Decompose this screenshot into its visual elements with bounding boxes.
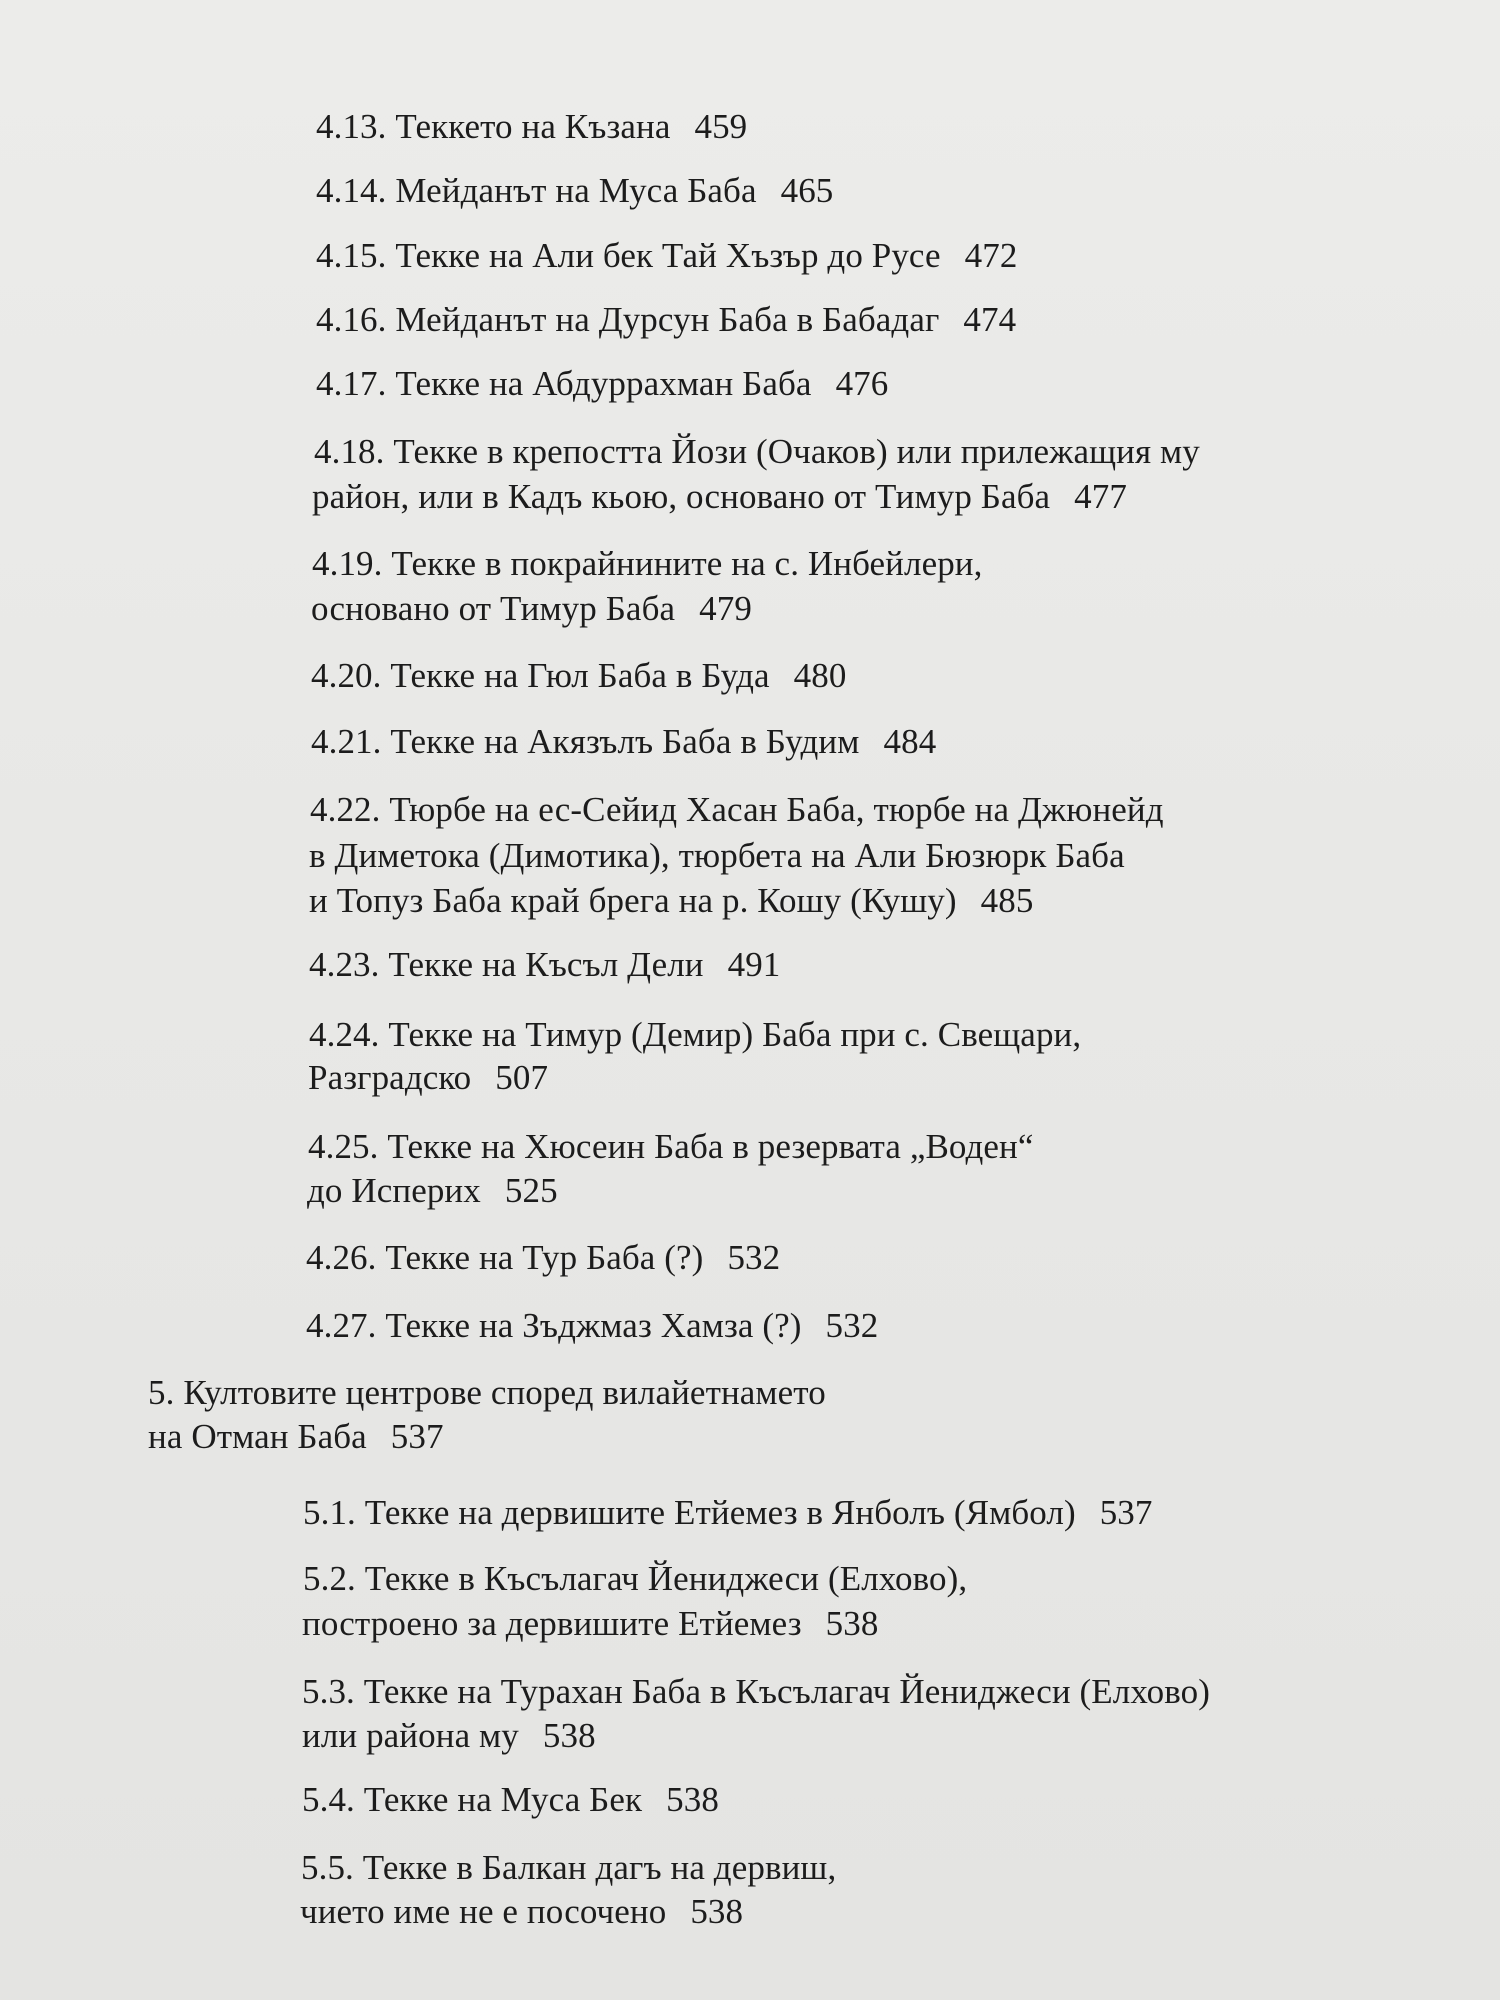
page-number: 532 [825, 1306, 879, 1345]
entry-title-continued: или района му [302, 1716, 519, 1755]
entry-number: 4.24. [309, 1015, 380, 1054]
entry-number: 4.23. [309, 945, 380, 984]
toc-line [303, 1490, 1153, 1535]
entry-title: Текке на Хюсеин Баба в резервата „Воден“ [387, 1127, 1034, 1166]
page-number: 537 [390, 1417, 444, 1456]
page-number: 485 [980, 881, 1034, 920]
toc-line [311, 653, 846, 698]
toc-line [316, 233, 1017, 278]
entry-title: Текке на Тимур (Демир) Баба при с. Свещари, [388, 1015, 1082, 1054]
entry-number: 4.13. [316, 107, 387, 146]
toc-line [314, 429, 1200, 474]
entry-title: Текке на Гюл Баба в Буда [390, 656, 770, 695]
page-number: 537 [1099, 1493, 1153, 1532]
toc-line [306, 1303, 878, 1348]
toc-line [301, 1845, 836, 1890]
entry-title: Текке в Балкан дагъ на дервиш, [362, 1848, 837, 1887]
toc-line [309, 1012, 1081, 1057]
page-number: 480 [793, 656, 847, 695]
entry-title-continued: в Диметока (Димотика), тюрбета на Али Бюзюрк Баба [309, 836, 1125, 875]
entry-title: Тюрбе на ес-Сейид Хасан Баба, тюрбе на Джюнейд [389, 790, 1164, 829]
entry-title-continued: до Исперих [307, 1171, 481, 1210]
toc-line [309, 942, 780, 987]
entry-title: Текке на Муса Бек [363, 1780, 643, 1819]
entry-title: Текке в покрайнините на с. Инбейлери, [391, 544, 983, 583]
entry-title-continued: район, или в Кадъ кьою, основано от Тимур Баба [312, 477, 1051, 516]
entry-title: Текке на Зъджмаз Хамза (?) [385, 1306, 802, 1345]
toc-line [316, 297, 1016, 342]
entry-number: 4.27. [306, 1306, 377, 1345]
toc-line [316, 104, 747, 149]
chapter-number: 5. [148, 1373, 175, 1412]
toc-line [302, 1777, 719, 1822]
toc-line [316, 168, 833, 213]
page-number: 525 [504, 1171, 558, 1210]
entry-number: 4.17. [316, 364, 387, 403]
entry-number: 4.26. [306, 1238, 377, 1277]
toc-line [312, 541, 983, 586]
toc-line [300, 1889, 743, 1934]
page-number: 477 [1074, 477, 1127, 516]
page-number: 476 [835, 364, 889, 403]
entry-title: Мейданът на Дурсун Баба в Бабадаг [395, 300, 940, 339]
entry-title: Текке на Късъл Дели [388, 945, 704, 984]
page-number: 532 [727, 1238, 781, 1277]
entry-number: 4.20. [311, 656, 382, 695]
toc-line [306, 1235, 780, 1280]
chapter-title-continued: на Отман Баба [148, 1417, 367, 1456]
entry-title: Текке на Турахан Баба в Късълагач Йениджеси (Елхово) [363, 1672, 1210, 1711]
toc-line [302, 1601, 878, 1646]
entry-number: 4.22. [310, 790, 381, 829]
toc-line [311, 586, 752, 631]
entry-number: 4.15. [316, 236, 387, 275]
page-number: 538 [825, 1604, 879, 1643]
entry-number: 4.18. [314, 432, 385, 471]
entry-title: Мейданът на Муса Баба [395, 171, 757, 210]
entry-title-continued: построено за дервишите Етйемез [302, 1604, 802, 1643]
entry-number: 5.1. [303, 1493, 356, 1532]
page-number: 491 [727, 945, 781, 984]
chapter-title: Култовите центрове според вилайетнамето [183, 1373, 826, 1412]
entry-number: 4.16. [316, 300, 387, 339]
entry-number: 5.4. [302, 1780, 355, 1819]
toc-line [302, 1669, 1210, 1714]
entry-title: Текке на Акязълъ Баба в Будим [390, 722, 860, 761]
entry-number: 4.25. [308, 1127, 379, 1166]
toc-line [308, 1124, 1034, 1169]
toc-line [302, 1713, 596, 1758]
page-number: 474 [963, 300, 1017, 339]
page-number: 538 [690, 1892, 744, 1931]
entry-title-continued: Разградско [308, 1058, 472, 1097]
entry-number: 4.21. [311, 722, 382, 761]
toc-line [309, 833, 1125, 878]
entry-number: 4.19. [312, 544, 383, 583]
page-number: 459 [694, 107, 748, 146]
page-number: 465 [780, 171, 834, 210]
toc-line [310, 787, 1164, 832]
toc-line [307, 1168, 558, 1213]
entry-number: 5.2. [303, 1559, 356, 1598]
page-number: 472 [964, 236, 1018, 275]
toc-line [148, 1370, 826, 1415]
entry-title-continued: и Топуз Баба край брега на р. Кошу (Кушу) [309, 881, 957, 920]
toc-line [311, 719, 936, 764]
entry-title: Текке на Абдуррахман Баба [395, 364, 812, 403]
page-number: 538 [666, 1780, 719, 1819]
toc-line [303, 1556, 967, 1601]
page-number: 538 [542, 1716, 596, 1755]
entry-title: Текке на дервишите Етйемез в Янболъ (Ямбол) [364, 1493, 1076, 1532]
toc-line [148, 1414, 444, 1459]
entry-number: 5.3. [302, 1672, 355, 1711]
toc-line [316, 361, 888, 406]
entry-title: Текке в Късълагач Йениджеси (Елхово), [364, 1559, 968, 1598]
entry-title-continued: основано от Тимур Баба [311, 589, 676, 628]
entry-title: Текке на Тур Баба (?) [385, 1238, 704, 1277]
page-number: 484 [883, 722, 937, 761]
page-number: 507 [495, 1058, 549, 1097]
toc-line [312, 474, 1127, 519]
entry-title-continued: чието име не е посочено [300, 1892, 667, 1931]
toc-line [308, 1055, 548, 1100]
entry-number: 4.14. [316, 171, 387, 210]
page-number: 479 [699, 589, 752, 628]
entry-title: Текке в крепостта Йози (Очаков) или прилежащия му [393, 432, 1200, 471]
toc-line [309, 878, 1033, 923]
entry-title: Текке на Али бек Тай Хъзър до Русе [395, 236, 941, 275]
entry-number: 5.5. [301, 1848, 354, 1887]
entry-title: Теккето на Къзана [395, 107, 671, 146]
